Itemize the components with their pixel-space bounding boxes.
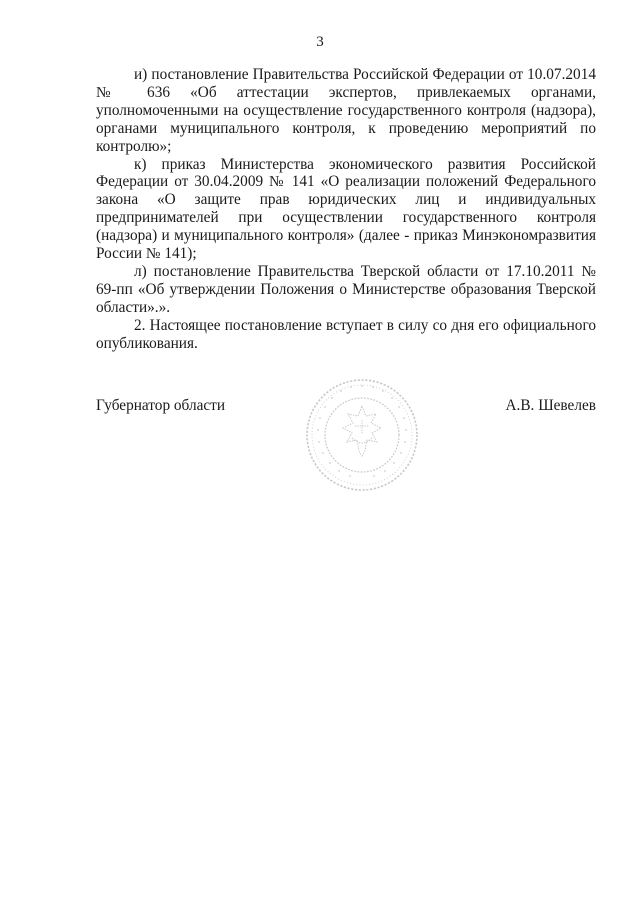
paragraph-item-k: к) приказ Министерства экономического развития Российской Федерации от 30.04.2009 № 141 «О реализации положений Федерального закона «О защите прав юридических лиц и индивидуальных предпринимателей при осуществлении государственного контроля (надзора) и муниципального контроля» (далее - приказ Минэкономразвития России № 141); xyxy=(96,155,596,263)
paragraph-effective-date: 2. Настоящее постановление вступает в силу со дня его официального опубликования. xyxy=(96,316,596,352)
official-seal-icon xyxy=(303,376,421,494)
paragraph-item-l: л) постановление Правительства Тверской области от 17.10.2011 № 69-пп «Об утверждении Положения о Министерстве образования Тверской области».». xyxy=(96,262,596,316)
signer-title: Губернатор области xyxy=(96,397,226,414)
paragraph-item-i: и) постановление Правительства Российской Федерации от 10.07.2014 № 636 «Об аттестации экспертов, привлекаемых органами, уполномоченными на осуществление государственного контроля (надзора), органами муниципального контроля, к проведению мероприятий по контролю»; xyxy=(96,66,596,155)
signer-name: А.В. Шевелев xyxy=(505,397,596,414)
page-number: 3 xyxy=(316,34,324,50)
document-body xyxy=(96,66,596,353)
